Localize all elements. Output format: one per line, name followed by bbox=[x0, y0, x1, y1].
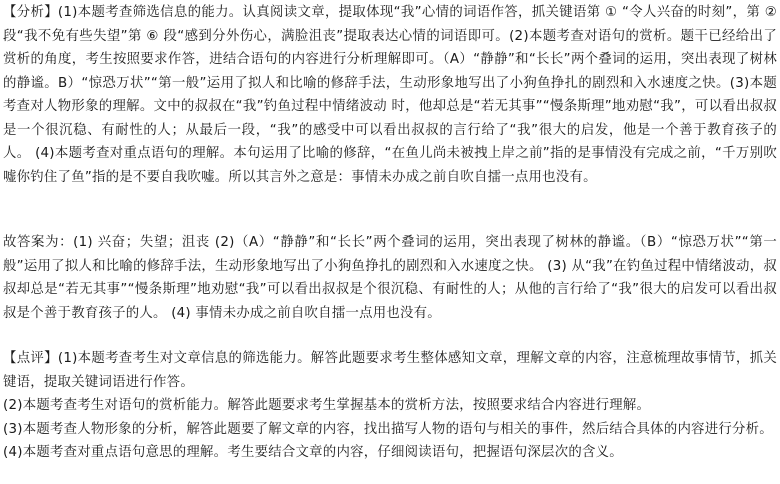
answer-paragraph: 故答案为：(1) 兴奋；失望；沮丧 (2)（A）“静静”和“长长”两个叠词的运用，突出表现了树林的静谧。（B）“惊恐万状”“第一般”运用了拟人和比喻的修辞手法，生动形象地写出了小狗鱼挣扎的剧烈和入水速度之快。 (3) 从“我”在钓鱼过程中情绪波动，叔叔却总是“若无其事”“慢条斯理”地劝慰“我”可以看出叔叔是个很沉稳、有耐性的人；从他的言行给了“我”很大的启发可以看出叔叔是个善于教育孩子的人。 (4) 事情未办成之前自吹自擂一点用也没有。 bbox=[3, 235, 777, 321]
comment-section bbox=[3, 347, 777, 465]
comment-line-1: 【点评】(1)本题考查考生对文章信息的筛选能力。解答此题要求考生整体感知文章，理解文章的内容，注意梳理故事情节，抓关键语，提取关键词语进行作答。 bbox=[3, 351, 777, 390]
analysis-paragraph: 【分析】(1)本题考查筛选信息的能力。认真阅读文章，提取体现“我”心情的词语作答，抓关键语第 ① “令人兴奋的时刻”，第 ② 段“我不免有些失望”第 ⑥ 段“感到分外伤心，满脸沮丧”提取表达心情的词语即可。(2)本题考查对语句的赏析。题干已经给出了赏析的角度，考生按照要求作答，进结合语句的内容进行分析理解即可。（A）“静静”和“长长”两个叠词的运用，突出表现了树林的静谧。B）“惊恐万状”“第一般”运用了拟人和比喻的修辞手法，生动形象地写出了小狗鱼挣扎的剧烈和入水速度之快。(3)本题考查对人物形象的理解。文中的叔叔在“我”钓鱼过程中情绪波动 时，他却总是“若无其事”“慢条斯理”地劝慰“我”，可以看出叔叔是一个很沉稳、有耐性的人；从最后一段，“我”的感受中可以看出叔叔的言行给了“我”很大的启发，他是一个善于教育孩子的人。 (4)本题考查对重点语句的理解。本句运用了比喻的修辞，“在鱼儿尚未被拽上岸之前”指的是事情没有完成之前，“千万别吹嘘你钓住了鱼”指的是不要自我吹嘘。所以其言外之意是：事情未办成之前自吹自擂一点用也没有。 bbox=[3, 5, 777, 185]
answer-section bbox=[3, 231, 777, 325]
comment-line-4: (4)本题考查对重点语句意思的理解。考生要结合文章的内容，仔细阅读语句，把握语句深层次的含义。 bbox=[3, 445, 623, 460]
comment-line-2: (2)本题考查考生对语句的赏析能力。解答此题要求考生掌握基本的赏析方法，按照要求结合内容进行理解。 bbox=[3, 398, 651, 413]
analysis-section bbox=[3, 1, 777, 189]
comment-line-3: (3)本题考查人物形象的分析，解答此题要了解文章的内容，找出描写人物的语句与相关的事件，然后结合具体的内容进行分析。 bbox=[3, 421, 773, 437]
